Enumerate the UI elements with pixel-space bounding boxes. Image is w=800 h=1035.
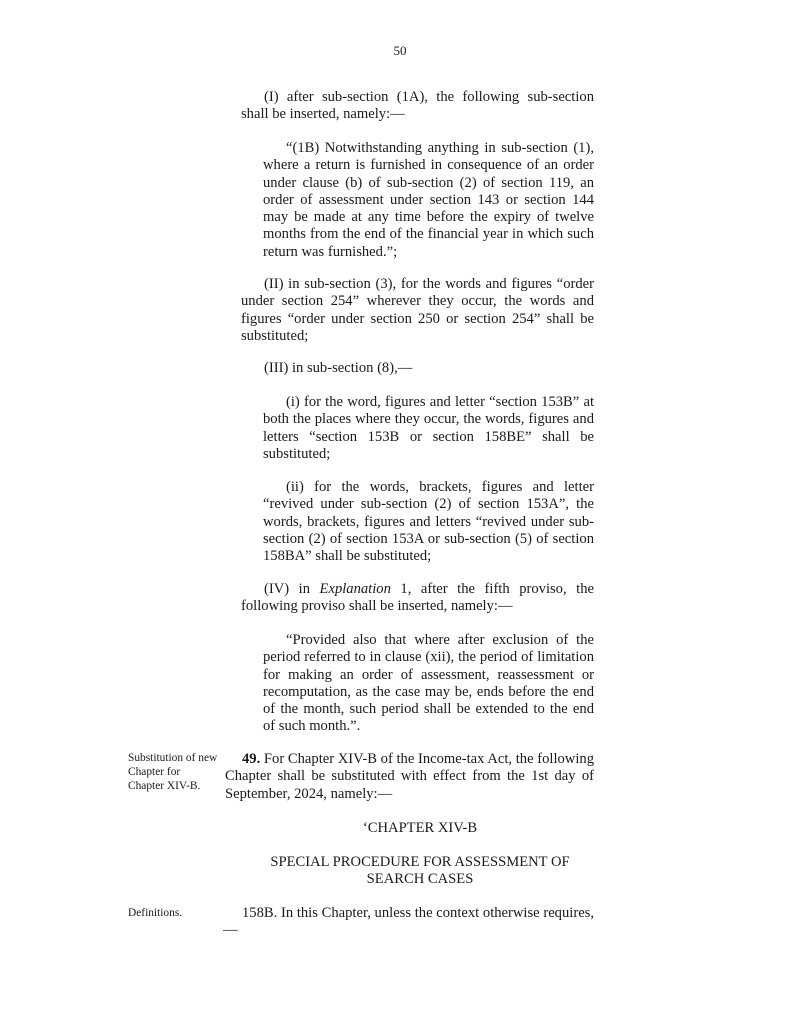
margin-note-substitution: Substitution of new Chapter for Chapter XIV-B.: [128, 752, 218, 792]
clause-iv-para: [241, 581, 594, 616]
clause-i-para: (I) after sub-section (1A), the following sub-section shall be inserted, namely:—: [241, 89, 594, 123]
explanation-term: Explanation: [319, 581, 391, 597]
clause-iii-i-para: (i) for the word, figures and letter “section 153B” at both the places where they occur, the words, figures and letters “section 153B or section 158BE” shall be substituted;: [263, 394, 594, 462]
page-number: 50: [393, 43, 407, 58]
section-49-text: For Chapter XIV-B of the Income-tax Act, the following Chapter shall be substituted with effect from the 1st day of September, 2024, namely:—: [225, 751, 594, 802]
sub-section-1b-quote: “(1B) Notwithstanding anything in sub-section (1), where a return is furnished in consequence of an order under clause (b) of sub-section (2) of section 119, an order of assessment under section 143 or section 144 may be made at any time before the expiry of twelve months from the end of the financial year in which such return was furnished.”;: [263, 140, 594, 260]
margin-note-definitions: Definitions.: [128, 907, 183, 919]
clause-iv-text-b: 1, after the fifth proviso, the following proviso shall be inserted, namely:—: [241, 581, 594, 615]
section-49-number: 49.: [242, 751, 261, 767]
clause-iii-ii-para: (ii) for the words, brackets, figures and letter “revived under sub-section (2) of section 153A”, the words, brackets, figures and letters “revived under sub-section (2) of section 153A or sub-section (5) of section 158BA” shall be substituted;: [263, 479, 594, 565]
clause-ii-para: (II) in sub-section (3), for the words and figures “order under section 254” wherever they occur, the words and figures “order under section 250 or section 254” shall be substituted;: [241, 276, 594, 344]
section-49-para: [225, 751, 594, 803]
chapter-subtitle: SPECIAL PROCEDURE FOR ASSESSMENT OF SEARCH CASES: [270, 854, 570, 888]
proviso-quote: “Provided also that where after exclusion of the period referred to in clause (xii), the period of limitation for making an order of assessment, reassessment or recomputation, as the case may be, ends before the end of the month, such period shall be extended to the end of such month.”.: [263, 632, 594, 735]
section-158b-para: 158B. In this Chapter, unless the context otherwise requires,—: [223, 905, 594, 939]
clause-iv-text-a: (IV) in: [264, 581, 320, 597]
chapter-title: ‘CHAPTER XIV-B: [362, 820, 478, 836]
clause-iii-para: (III) in sub-section (8),—: [264, 360, 413, 376]
